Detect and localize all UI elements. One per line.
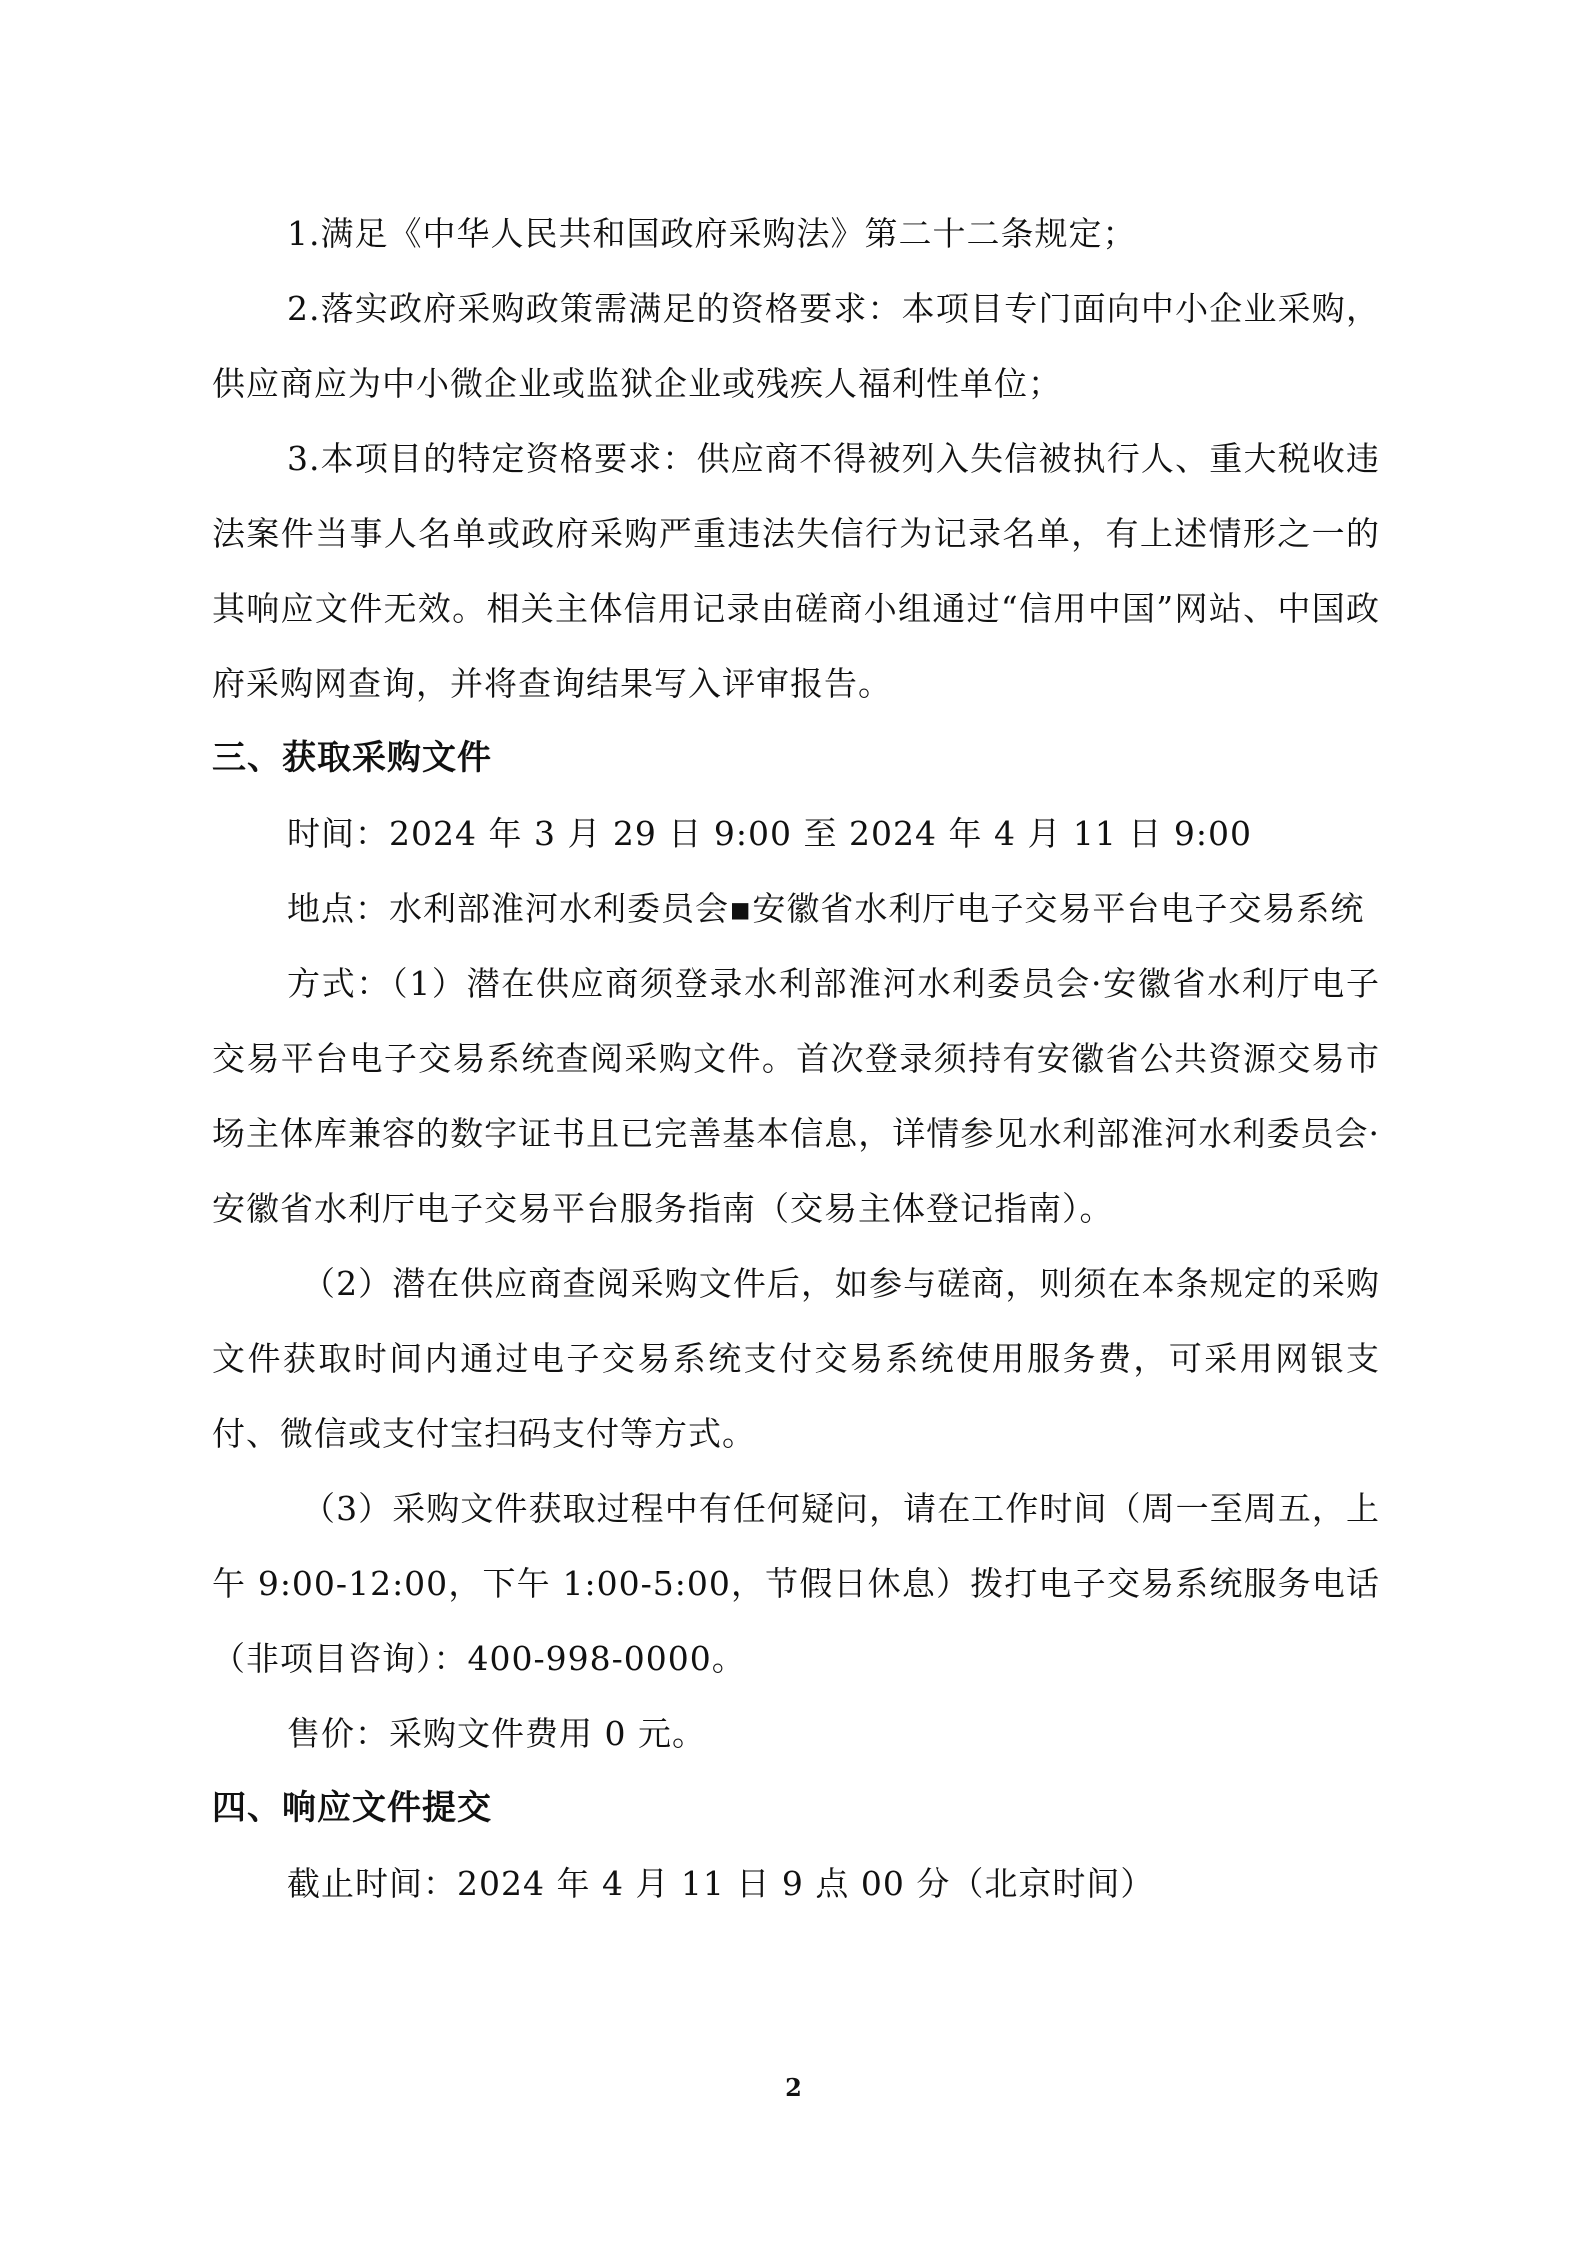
qualification-item-2: 2.落实政府采购政策需满足的资格要求：本项目专门面向中小企业采购，供应商应为中小微企业或监狱企业或残疾人福利性单位； [212,289,1380,403]
page-number: 2 [785,2073,802,2102]
section-heading-response-submission: 四、响应文件提交 [212,1788,492,1828]
obtain-method-1: 方式：（1）潜在供应商须登录水利部淮河水利委员会·安徽省水利厅电子交易平台电子交易系统查阅采购文件。首次登录须持有安徽省公共资源交易市场主体库兼容的数字证书且已完善基本信息，详情参见水利部淮河水利委员会·安徽省水利厅电子交易平台服务指南（交易主体登记指南）。 [212,964,1380,1228]
submission-deadline: 截止时间：2024 年 4 月 11 日 9 点 00 分（北京时间） [287,1864,1155,1903]
obtain-method-3: （3）采购文件获取过程中有任何疑问，请在工作时间（周一至周五，上午 9:00-12:00，下午 1:00-5:00，节假日休息）拨打电子交易系统服务电话（非项目咨询）：400-998-0000。 [212,1489,1380,1678]
document-price: 售价：采购文件费用 0 元。 [287,1714,706,1753]
section-heading-obtain-documents: 三、获取采购文件 [212,738,492,778]
obtain-time: 时间：2024 年 3 月 29 日 9:00 至 2024 年 4 月 11 日 9:00 [287,814,1253,853]
obtain-method-2: （2）潜在供应商查阅采购文件后，如参与磋商，则须在本条规定的采购文件获取时间内通过电子交易系统支付交易系统使用服务费，可采用网银支付、微信或支付宝扫码支付等方式。 [212,1264,1380,1453]
document-body [212,196,1380,1921]
qualification-item-1: 1.满足《中华人民共和国政府采购法》第二十二条规定； [287,214,1137,253]
obtain-location: 地点：水利部淮河水利委员会▪安徽省水利厅电子交易平台电子交易系统 [287,889,1365,928]
qualification-item-3: 3.本项目的特定资格要求：供应商不得被列入失信被执行人、重大税收违法案件当事人名单或政府采购严重违法失信行为记录名单，有上述情形之一的其响应文件无效。相关主体信用记录由磋商小组通过“信用中国”网站、中国政府采购网查询，并将查询结果写入评审报告。 [212,439,1380,703]
